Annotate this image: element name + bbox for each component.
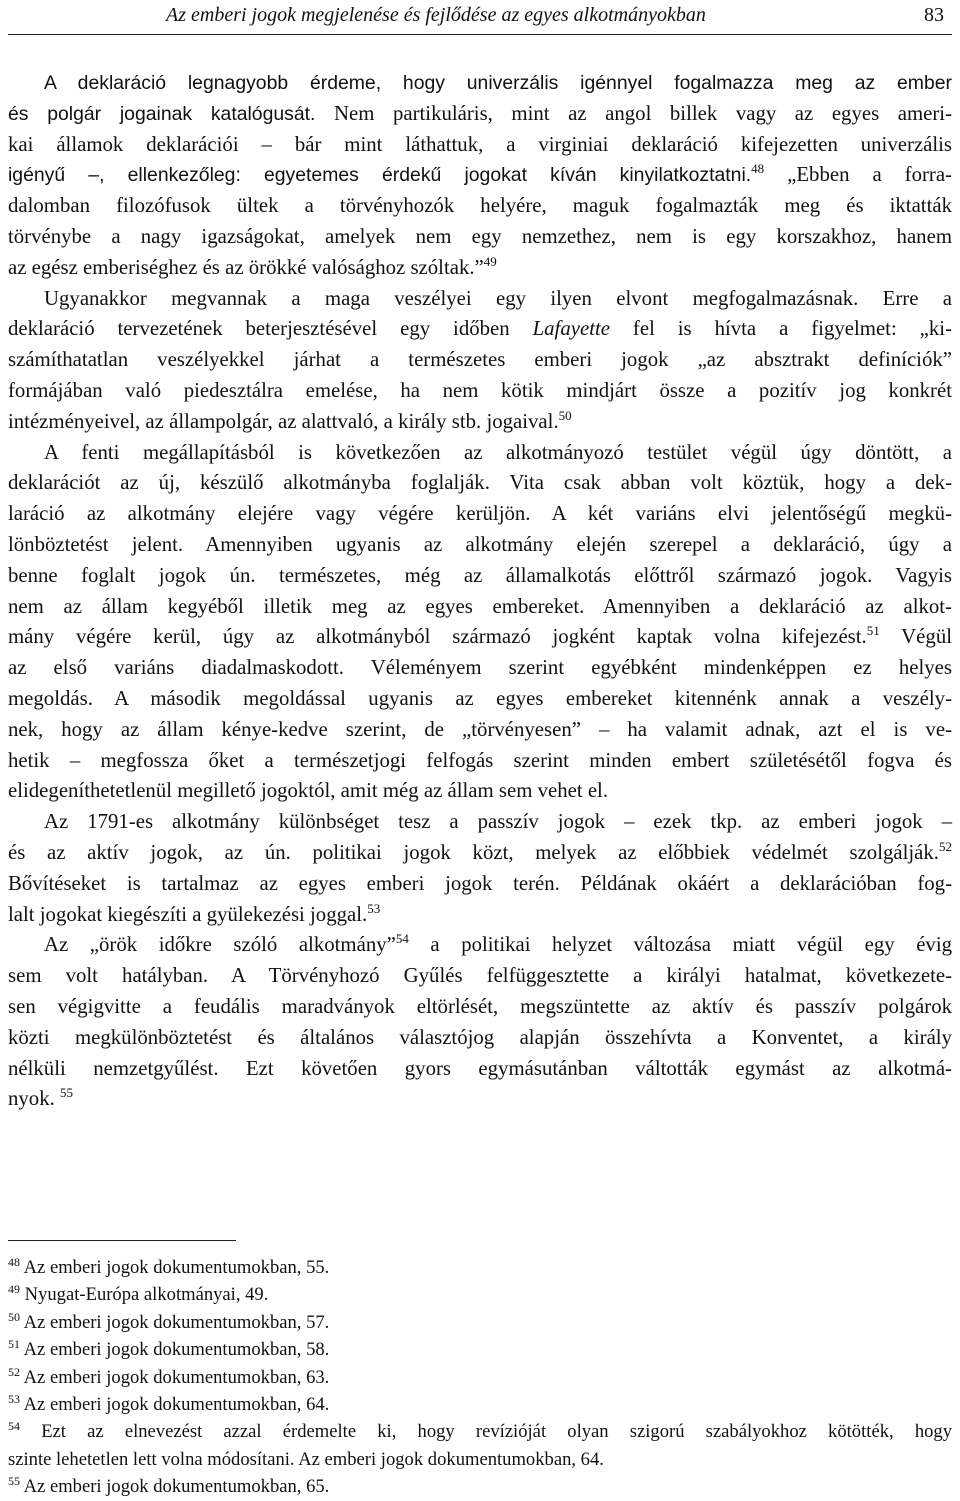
- text-span: mány végére kerül, úgy az alkotmányból származó jogként kaptak volna kifejezést.: [8, 625, 867, 649]
- text-line: A deklaráció legnagyobb érdeme, hogy univerzális igénnyel fogalmazza meg az ember: [44, 72, 952, 94]
- footnote-number: 52: [8, 1364, 20, 1379]
- running-header-title: Az emberi jogok megjelenése és fejlődése az egyes alkotmányokban: [166, 4, 706, 26]
- page-number: 83: [924, 4, 944, 26]
- text-span: fel is hívta a figyelmet: „ki-: [609, 317, 952, 341]
- footnote-ref[interactable]: 52: [939, 838, 952, 854]
- footnote-ref[interactable]: 49: [483, 253, 497, 269]
- running-header: [8, 0, 952, 35]
- text-line: [8, 253, 952, 284]
- text-line: [8, 838, 952, 869]
- footnotes: [8, 1254, 952, 1501]
- text-span: „Ebben a forra-: [764, 163, 952, 187]
- text-span: Végül: [879, 625, 952, 649]
- text-span: igényű –, ellenkezőleg: egyetemes érdekű jogokat kíván kinyilatkoztatni.: [8, 164, 752, 187]
- footnote-ref[interactable]: 54: [395, 931, 409, 947]
- text-span: Nem partikuláris, mint az angol billek vagy az egyes ameri-: [315, 101, 952, 125]
- text-line: A fenti megállapításból is következően az alkotmányozó testület végül úgy döntött, a: [44, 440, 952, 464]
- footnote: [8, 1364, 952, 1391]
- footnote: [8, 1473, 952, 1500]
- text-span: a politikai helyzet változása miatt végül egy évig: [408, 933, 952, 957]
- footnote-text: Az emberi jogok dokumentumokban, 58.: [23, 1339, 330, 1361]
- text-span: lalt jogokat kiegészíti a gyülekezési joggal.: [8, 902, 368, 926]
- text-line: sem volt hatályban. A Törvényhozó Gyűlés felfüggesztette a királyi hatalmat, következete-: [8, 964, 952, 988]
- text-line: [8, 1084, 952, 1115]
- text-line: nem az állam kegyéből illetik meg az egyes embereket. Amennyiben a deklaráció az alkot-: [8, 594, 952, 618]
- footnote-text: Az emberi jogok dokumentumokban, 64.: [23, 1393, 330, 1415]
- text-line: nélküli nemzetgyűlést. Ezt követően gyors egymásutánban váltották egymást az alkotmá-: [8, 1056, 952, 1080]
- footnote: [8, 1336, 952, 1363]
- person-name: Lafayette: [532, 317, 610, 341]
- text-line: sen végigvitte a feudális maradványok eltörlését, megszüntette az aktív és passzív polgárok: [8, 994, 952, 1018]
- text-line: dalomban filozófusok ültek a törvényhozók helyére, maguk fogalmazták meg és iktatták: [8, 194, 952, 218]
- text-line: közti megkülönböztetést és általános választójog alapján összehívta a Konventet, a király: [8, 1025, 952, 1049]
- text-line: Az 1791-es alkotmány különbséget tesz a passzív jogok – ezek tkp. az emberi jogok –: [44, 810, 952, 834]
- text-line: [8, 900, 952, 931]
- text-line: laráció az alkotmány elejére vagy végére kerüljön. A két variáns elvi jelentőségű megkü-: [8, 502, 952, 526]
- text-line: [8, 622, 952, 653]
- footnote-number: 49: [8, 1282, 20, 1297]
- footnote-text: Az emberi jogok dokumentumokban, 55.: [23, 1257, 330, 1278]
- footnote-ref[interactable]: 48: [751, 161, 765, 177]
- text-line: kai államok deklarációi – bár mint láthattuk, a virginiai deklaráció kifejezetten univerzális: [8, 132, 952, 156]
- footnote-text: Nyugat-Európa alkotmányai, 49.: [24, 1284, 269, 1306]
- paragraph-4: [8, 807, 952, 930]
- footnote-number: 51: [8, 1337, 20, 1352]
- text-line: [8, 99, 952, 130]
- text-line: Ugyanakkor megvannak a maga veszélyei egy ilyen elvont megfogalmazásnak. Erre a: [44, 286, 952, 310]
- footnote-separator: [8, 1240, 236, 1241]
- text-line: [8, 314, 952, 345]
- footnote-number: 48: [8, 1255, 20, 1269]
- footnote-number: 54: [8, 1419, 20, 1434]
- footnote: [8, 1254, 952, 1281]
- footnote-ref[interactable]: 53: [367, 900, 381, 916]
- text-line: nek, hogy az állam kénye-kedve szerint, de „törvényesen” – ha valamit adnak, azt el is ve-: [8, 717, 952, 741]
- footnote-continuation: szinte lehetetlen lett volna módosítani. Az emberi jogok dokumentumokban, 64.: [8, 1448, 604, 1470]
- footnote-text: Az emberi jogok dokumentumokban, 57.: [23, 1311, 330, 1333]
- footnote-text: Az emberi jogok dokumentumokban, 63.: [23, 1366, 330, 1388]
- footnote-ref[interactable]: 51: [866, 623, 880, 639]
- text-line: formájában való piedesztálra emelése, ha nem kötik mindjárt össze a pozitív jog konkrét: [8, 378, 952, 402]
- text-span: nyok.: [8, 1087, 55, 1111]
- footnote-number: 55: [8, 1474, 20, 1489]
- paragraph-2: [8, 284, 952, 438]
- text-span: Az „örök időkre szóló alkotmány”: [44, 933, 396, 957]
- body-text: [8, 68, 952, 1115]
- text-line: [8, 160, 952, 191]
- footnote-text: Az emberi jogok dokumentumokban, 65.: [23, 1476, 330, 1498]
- text-line: [8, 930, 952, 961]
- paragraph-3: [8, 438, 952, 808]
- text-line: törvénybe a nagy igazságokat, amelyek nem egy nemzethez, nem is egy korszakhoz, hanem: [8, 224, 952, 248]
- text-line: [8, 407, 952, 438]
- text-span: és polgár jogainak katalógusát.: [8, 102, 316, 125]
- text-line: Bővítéseket is tartalmaz az egyes emberi jogok terén. Példának okáért a deklarációban fog-: [8, 871, 952, 895]
- footnote-number: 50: [8, 1309, 20, 1324]
- text-line: hetik – megfossza őket a természetjogi felfogás szerint minden embert születésétől fogva és: [8, 748, 952, 772]
- footnote-ref[interactable]: 55: [60, 1085, 73, 1101]
- footnote: [8, 1281, 952, 1308]
- paragraph-5: [8, 930, 952, 1115]
- footnote: [8, 1391, 952, 1418]
- text-line: deklarációt az új, készülő alkotmányba foglalják. Vita csak abban volt köztük, hogy a dek-: [8, 471, 952, 495]
- footnote: [8, 1418, 952, 1445]
- paragraph-1: [8, 68, 952, 284]
- footnote-ref[interactable]: 50: [558, 407, 572, 423]
- text-line: az első variáns diadalmaskodott. Véleményem szerint egyébként mindenképpen ez helyes: [8, 656, 952, 680]
- text-span: intézményeivel, az állampolgár, az alattvaló, a király stb. jogaival.: [8, 409, 559, 433]
- footnote-text: Ezt az elnevezést azzal érdemelte ki, hogy revízióját olyan szigorú szabályokhoz kötötték, hogy: [41, 1421, 953, 1443]
- footnote: [8, 1309, 952, 1336]
- text-line: benne foglalt jogok ún. természetes, még az államalkotás előttről származó jogok. Vagyis: [8, 563, 952, 587]
- text-span: és az aktív jogok, az ún. politikai jogok közt, melyek az előbbiek védelmét szolgálják.: [8, 840, 939, 864]
- text-span: az egész emberiséghez és az örökké valósághoz szóltak.”: [8, 255, 484, 279]
- text-line: megoldás. A második megoldással ugyanis az egyes embereket kitennénk annak a veszély-: [8, 686, 952, 710]
- text-line: számíthatatlan veszélyekkel járhat a természetes emberi jogok „az absztrakt definíciók”: [8, 348, 952, 372]
- text-line: lönböztetést jelent. Amennyiben ugyanis az alkotmány elején szerepel a deklaráció, úgy a: [8, 532, 952, 556]
- text-line: elidegeníthetetlenül megillető jogoktól, amit még az állam sem vehet el.: [8, 779, 609, 803]
- text-span: deklaráció tervezetének beterjesztésével egy időben: [8, 317, 533, 341]
- footnote-number: 53: [8, 1391, 20, 1406]
